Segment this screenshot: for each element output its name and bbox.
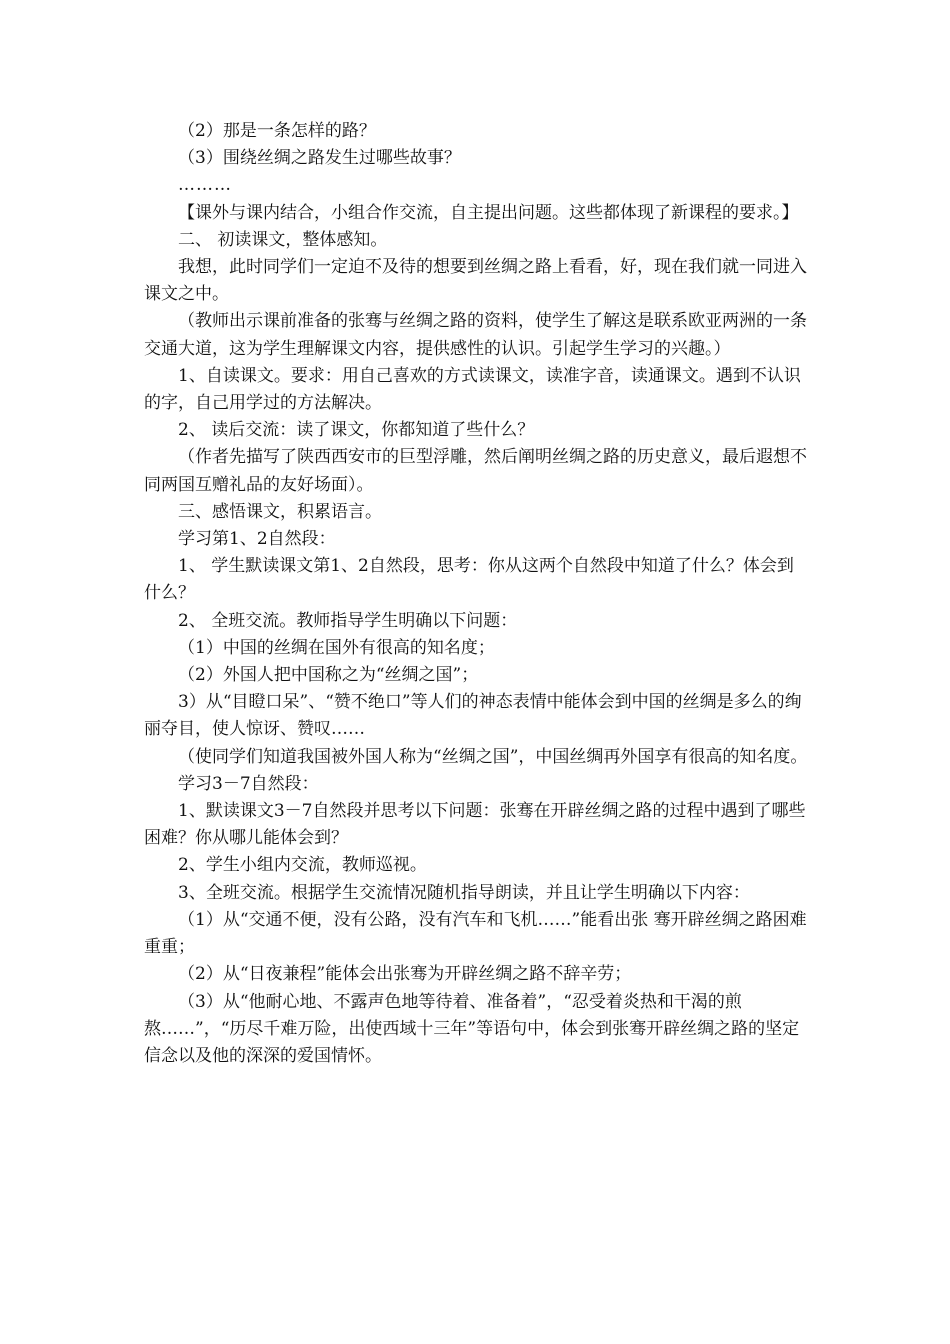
paragraph-intro: 我想，此时同学们一定迫不及待的想要到丝绸之路上看看，好，现在我们就一同进入课文之中。 [144, 257, 807, 305]
paragraph-class-exchange: 2、 全班交流。教师指导学生明确以下问题： [178, 610, 518, 631]
paragraph-detail-3: （3）从“他耐心地、不露声色地等待着、准备着”，“忍受着炎热和干渴的煎熬……”，“历尽千难万险，出使西域十三年”等语句中，体会到张骞开辟丝绸之路的坚定信念以及他的深深的爱国情怀。 [144, 991, 800, 1066]
paragraph-group-exchange: 2、学生小组内交流，教师巡视。 [178, 855, 427, 876]
paragraph-detail-2: （2）从“日夜兼程”能体会出张骞为开辟丝绸之路不辞辛劳； [178, 964, 632, 985]
paragraph-point-3: 3）从“目瞪口呆”、“赞不绝口”等人们的神态表情中能体会到中国的丝绸是多么的绚丽夺目，使人惊讶、赞叹…… [144, 692, 802, 740]
paragraph-point-1: （1）中国的丝绸在国外有很高的知名度； [178, 637, 495, 658]
section-heading-3: 三、感悟课文，积累语言。 [178, 501, 382, 522]
paragraph-commentary-1: 【课外与课内结合，小组合作交流，自主提出问题。这些都体现了新课程的要求。】 [178, 202, 799, 223]
paragraph-read-3-7: 1、默读课文3－7自然段并思考以下问题：张骞在开辟丝绸之路的过程中遇到了哪些困难？你从哪儿能体会到？ [144, 801, 806, 849]
paragraph-teacher-note-1: （教师出示课前准备的张骞与丝绸之路的资料，使学生了解这是联系欧亚两洲的一条交通大道，这为学生理解课文内容，提供感性的认识。引起学生学习的兴趣。） [144, 311, 807, 359]
paragraph-detail-1: （1）从“交通不便，没有公路，没有汽车和飞机……”能看出张 骞开辟丝绸之路困难重重； [144, 909, 807, 958]
paragraph-ellipsis: ……… [178, 175, 232, 196]
paragraph-teacher-note-2: （使同学们知道我国被外国人称为“丝绸之国”，中国丝绸再外国享有很高的知名度。 [178, 746, 808, 767]
paragraph-author-note: （作者先描写了陕西西安市的巨型浮雕，然后阐明丝绸之路的历史意义，最后遐想不同两国互赠礼品的友好场面）。 [144, 447, 807, 495]
subheading-para-3-7: 学习3－7自然段： [178, 773, 319, 794]
subheading-para-1-2: 学习第1、2自然段： [178, 529, 336, 550]
paragraph-class-exchange-2: 3、全班交流。根据学生交流情况随机指导朗读，并且让学生明确以下内容： [178, 882, 750, 903]
paragraph-point-2: （2）外国人把中国称之为“丝绸之国”； [178, 665, 479, 686]
paragraph-question-2: （2）那是一条怎样的路？ [178, 121, 376, 141]
paragraph-question-3: （3）围绕丝绸之路发生过哪些故事？ [178, 148, 461, 169]
paragraph-step-1: 1、自读课文。要求：用自己喜欢的方式读课文，读准字音，读通课文。遇到不认识的字，自己用学过的方法解决。 [144, 365, 801, 414]
document-body [144, 118, 810, 1070]
section-heading-2: 二、 初读课文，整体感知。 [178, 229, 388, 250]
paragraph-read-1-2: 1、 学生默读课文第1、2自然段，思考：你从这两个自然段中知道了什么？体会到什么？ [144, 556, 794, 604]
paragraph-step-2: 2、 读后交流：读了课文，你都知道了些什么？ [178, 420, 535, 441]
